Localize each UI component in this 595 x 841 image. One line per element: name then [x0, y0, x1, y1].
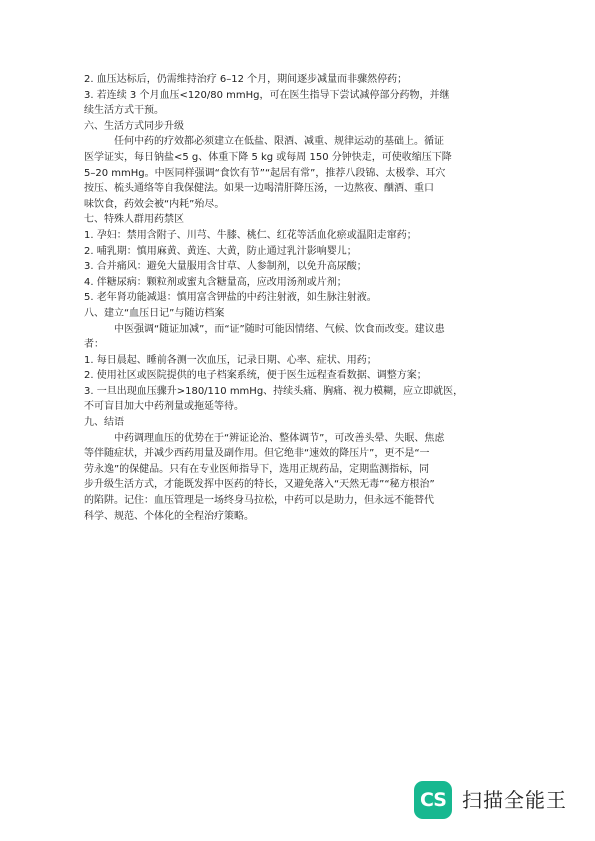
- text-line: 按压、梳头通络等自我保健法。如果一边喝清肝降压汤，一边熬夜、酗酒、重口: [84, 183, 434, 195]
- text-line: 的陷阱。记住：血压管理是一场终身马拉松，中药可以是助力，但永远不能替代: [84, 495, 434, 507]
- text-line: 六、生活方式同步升级: [84, 120, 184, 132]
- text-line: 劳永逸”的保健品。只有在专业医师指导下，选用正规药品，定期监测指标，同: [84, 463, 430, 475]
- text-line: 5–20 mmHg。中医同样强调“食饮有节”“起居有常”，推荐八段锦、太极拳、耳穴: [84, 167, 446, 179]
- scanner-watermark: [414, 781, 584, 819]
- text-line: 2. 血压达标后，仍需维持治疗 6–12 个月，期间逐步减量而非骤然停药；: [84, 74, 408, 85]
- text-line: 2. 使用社区或医院提供的电子档案系统，便于医生远程查看数据、调整方案；: [84, 370, 427, 382]
- text-line: 七、特殊人群用药禁区: [84, 214, 184, 226]
- text-line: 科学、规范、个体化的全程治疗策略。: [84, 510, 254, 522]
- text-line: 中药调理血压的优势在于“辨证论治、整体调节”，可改善头晕、失眠、焦虑: [114, 432, 445, 444]
- camscanner-brand-text: 扫描全能王: [462, 788, 567, 812]
- text-line: 续生活方式干预。: [84, 105, 164, 117]
- text-line: 3. 若连续 3 个月血压<120/80 mmHg，可在医生指导下尝试减停部分药物，并继: [84, 89, 450, 101]
- text-line: 4. 伴糖尿病：颗粒剂或蜜丸含糖量高，应改用汤剂或片剂；: [84, 276, 347, 288]
- text-line: 1. 每日晨起、睡前各测一次血压，记录日期、心率、症状、用药；: [84, 354, 377, 366]
- text-line: 步升级生活方式，才能既发挥中医药的特长，又避免落入“天然无毒”“秘方根治”: [84, 479, 435, 491]
- text-line: 3. 合并痛风：避免大量服用含甘草、人参制剂，以免升高尿酸；: [84, 261, 367, 273]
- text-line: 中医强调“随证加减”，而“证”随时可能因情绪、气候、饮食而改变。建议患: [114, 323, 445, 335]
- text-line: 2. 哺乳期：慎用麻黄、黄连、大黄，防止通过乳汁影响婴儿；: [84, 245, 357, 257]
- text-line: 者：: [84, 339, 104, 351]
- text-line: 1. 孕妇：禁用含附子、川芎、牛膝、桃仁、红花等活血化瘀或温阳走窜药；: [84, 229, 417, 241]
- text-line: 不可盲目加大中药剂量或拖延等待。: [84, 401, 244, 413]
- text-line: 3. 一旦出现血压骤升>180/110 mmHg、持续头痛、胸痛、视力模糊，应立即就医，: [84, 385, 464, 397]
- document-body: [84, 72, 514, 524]
- text-line: 医学证实，每日钠盐<5 g、体重下降 5 kg 或每周 150 分钟快走，可使收缩压下降: [84, 151, 452, 163]
- camscanner-logo-icon: CS: [414, 781, 452, 819]
- text-line: 任何中药的疗效都必须建立在低盐、限酒、减重、规律运动的基础上。循证: [114, 136, 444, 148]
- text-line: 等伴随症状，并减少西药用量及副作用。但它绝非“速效的降压片”，更不是“一: [84, 448, 430, 460]
- text-line: 5. 老年肾功能减退：慎用富含钾盐的中药注射液，如生脉注射液。: [84, 292, 377, 304]
- text-line: 八、建立“血压日记”与随访档案: [84, 307, 225, 319]
- text-line: 味饮食，药效会被“内耗”殆尽。: [84, 198, 225, 210]
- text-line: 九、结语: [84, 417, 124, 429]
